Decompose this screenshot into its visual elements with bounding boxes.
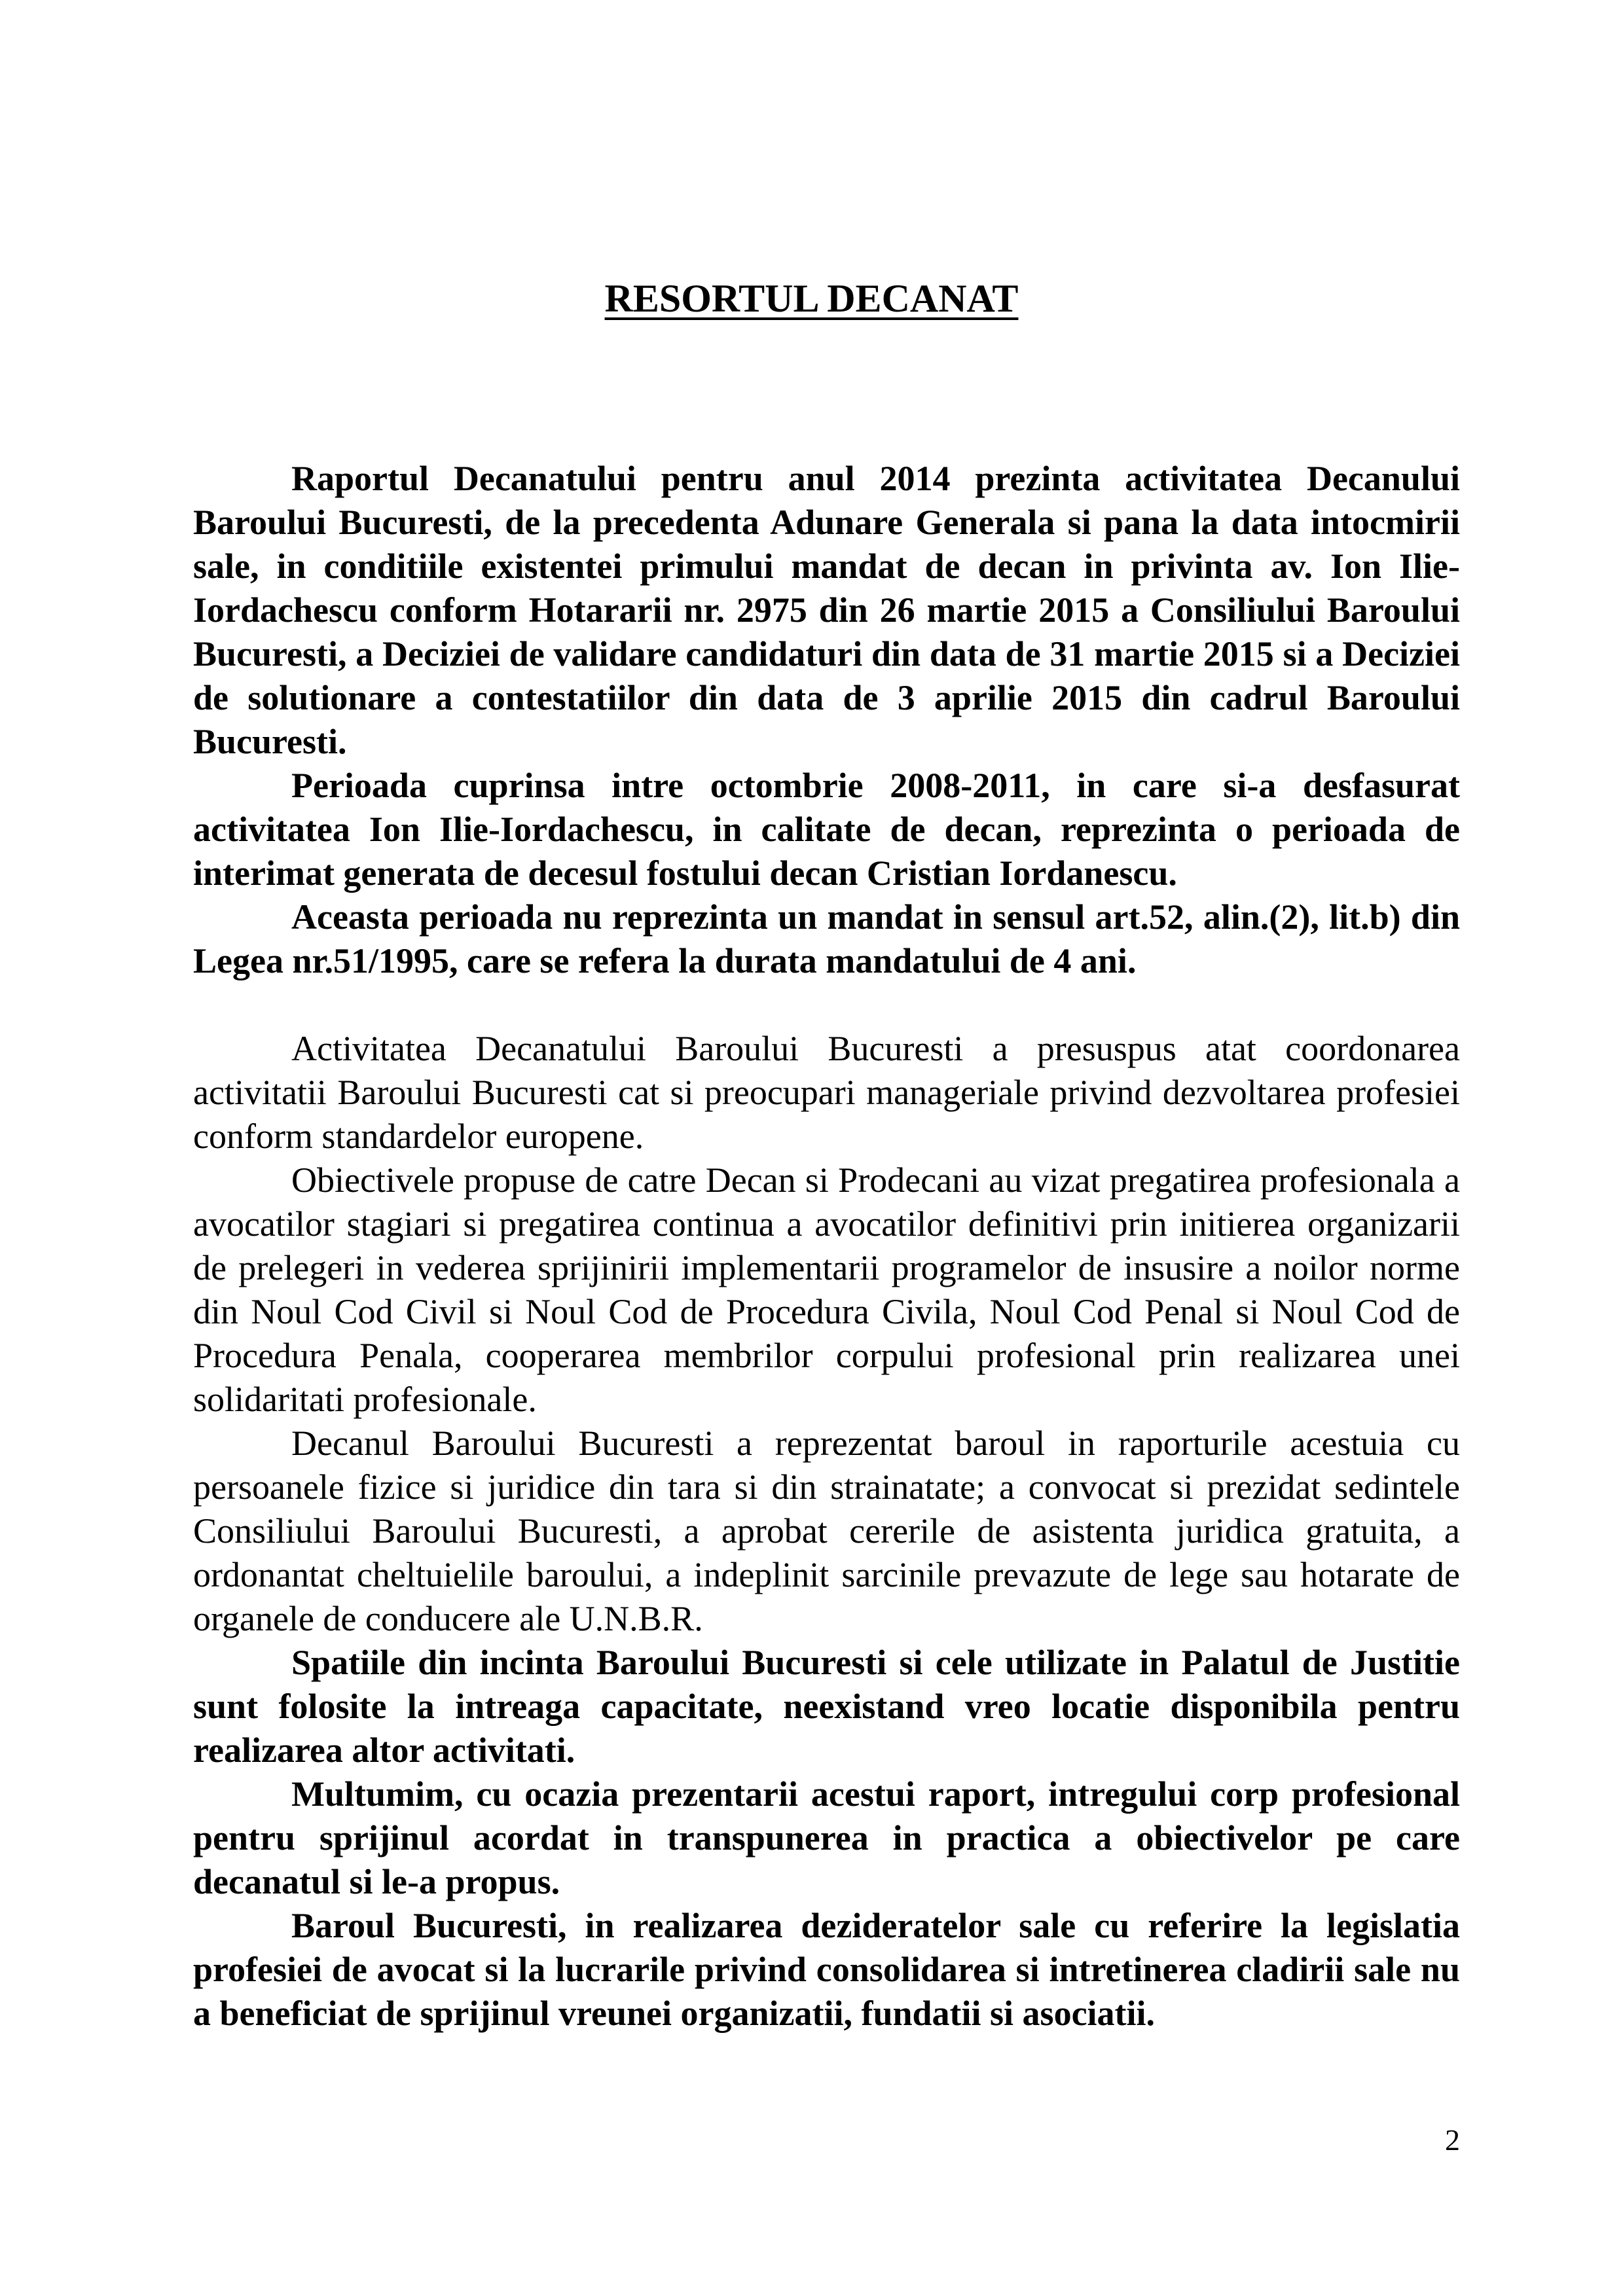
paragraph-perioada-interimat: Perioada cuprinsa intre octombrie 2008-2011, in care si-a desfasurat activitatea Ion Ilie-Iordachescu, in calitate de decan, reprezinta o perioada de interimat generata de decesul fostului decan Cristian Iordanescu.	[193, 766, 1460, 893]
paragraph-multumim: Multumim, cu ocazia prezentarii acestui raport, intregului corp profesional pentru sprijinul acordat in transpunerea in practica a obiectivelor pe care decanatul si le-a propus.	[193, 1774, 1460, 1901]
paragraph-activitatea-decanatului: Activitatea Decanatului Baroului Bucuresti a presuspus atat coordonarea activitatii Baroului Bucuresti cat si preocupari manageriale privind dezvoltarea profesiei conform standardelor europene.	[193, 1029, 1460, 1156]
document-title	[0, 275, 1623, 322]
paragraph-mandat-lege: Aceasta perioada nu reprezinta un mandat in sensul art.52, alin.(2), lit.b) din Legea nr.51/1995, care se refera la durata mandatului de 4 ani.	[193, 897, 1460, 980]
document-title-text: RESORTUL DECANAT	[604, 277, 1019, 320]
paragraph-spatiile: Spatiile din incinta Baroului Bucuresti si cele utilizate in Palatul de Justitie sunt folosite la intreaga capacitate, neexistand vreo locatie disponibila pentru realizarea altor activitati.	[193, 1643, 1460, 1770]
paragraph-baroul-bucuresti: Baroul Bucuresti, in realizarea dezideratelor sale cu referire la legislatia profesiei de avocat si la lucrarile privind consolidarea si intretinerea cladirii sale nu a beneficiat de sprijinul vreunei organizatii, fundatii si asociatii.	[193, 1906, 1460, 2033]
paragraph-decanul-reprezentat: Decanul Baroului Bucuresti a reprezentat baroul in raporturile acestuia cu persoanele fizice si juridice din tara si din strainatate; a convocat si prezidat sedintele Consiliului Baroului Bucuresti, a aprobat cererile de asistenta juridica gratuita, a ordonantat cheltuielile baroului, a indeplinit sarcinile prevazute de lege sau hotarate de organele de conducere ale U.N.B.R.	[193, 1424, 1460, 1638]
paragraph-obiectivele: Obiectivele propuse de catre Decan si Prodecani au vizat pregatirea profesionala a avocatilor stagiari si pregatirea continua a avocatilor definitivi prin initierea organizarii de prelegeri in vederea sprijinirii implementarii programelor de insusire a noilor norme din Noul Cod Civil si Noul Cod de Procedura Civila, Noul Cod Penal si Noul Cod de Procedura Penala, cooperarea membrilor corpului profesional prin realizarea unei solidaritati profesionale.	[193, 1160, 1460, 1419]
document-body	[193, 457, 1460, 2036]
page-number: 2	[1445, 2123, 1460, 2157]
paragraph-raport-decanat: Raportul Decanatului pentru anul 2014 prezinta activitatea Decanului Baroului Bucuresti, de la precedenta Adunare Generala si pana la data intocmirii sale, in conditiile existentei primului mandat de decan in privinta av. Ion Ilie-Iordachescu conform Hotararii nr. 2975 din 26 martie 2015 a Consiliului Baroului Bucuresti, a Deciziei de validare candidaturi din data de 31 martie 2015 si a Deciziei de solutionare a contestatiilor din data de 3 aprilie 2015 din cadrul Baroului Bucuresti.	[193, 459, 1460, 761]
